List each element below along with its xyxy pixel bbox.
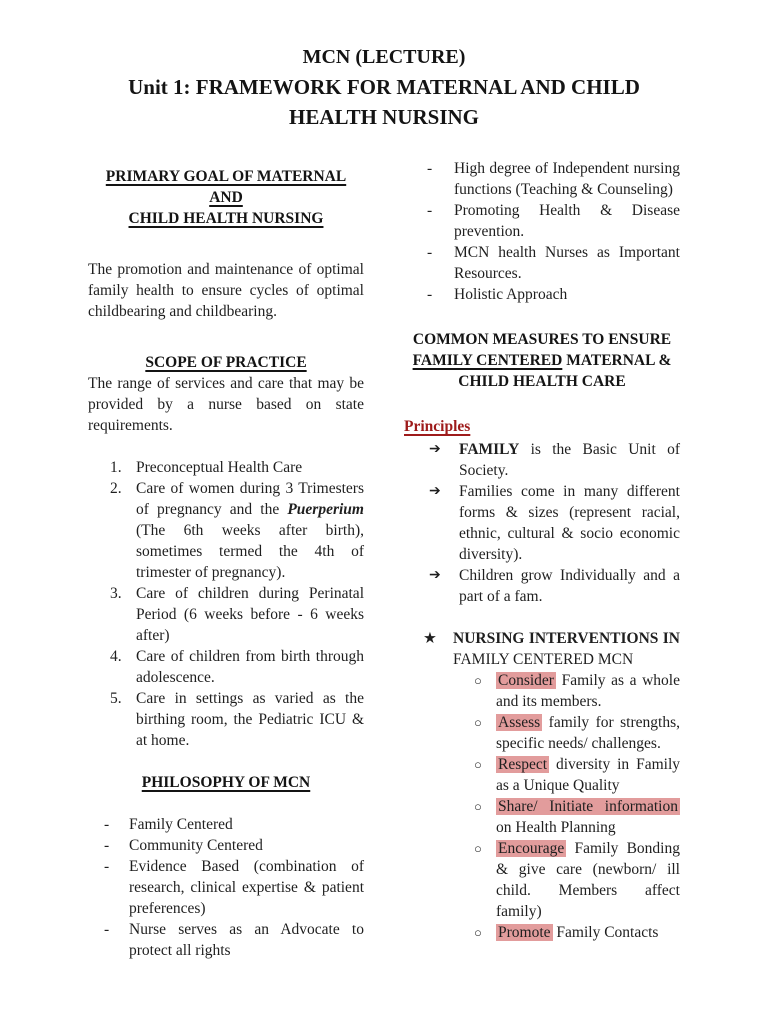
list-item: 3. Care of children during Perinatal Period (6 weeks before - 6 weeks after) — [110, 585, 364, 644]
dash-icon: - — [427, 286, 433, 303]
list-item: ➔ Families come in many different forms & sizes (represent racial, ethnic, cultural & socio economic diversity). — [429, 483, 680, 563]
circle-icon: ○ — [474, 673, 482, 688]
list-item: ○ Share/ Initiate information on Health Planning — [474, 798, 678, 836]
circle-icon: ○ — [474, 925, 482, 940]
dash-icon: - — [104, 921, 110, 938]
dash-icon: - — [427, 244, 433, 261]
highlighted-keyword: Respect — [498, 756, 548, 773]
list-item: ○ Assess family for strengths, specific needs/ challenges. — [474, 714, 680, 752]
common-measures-heading: COMMON MEASURES TO ENSURE FAMILY CENTERED MATERNAL & CHILD HEALTH CARE — [412, 331, 672, 390]
primary-goal-paragraph: The promotion and maintenance of optimal family health to ensure cycles of optimal childbearing and childbearing. — [88, 261, 364, 320]
document-title — [88, 42, 680, 132]
list-item: - MCN health Nurses as Important Resources. — [427, 244, 680, 282]
highlighted-keyword: Assess — [498, 714, 541, 731]
principles-arrow-list — [404, 439, 680, 607]
dash-icon: - — [427, 160, 433, 177]
primary-goal-heading — [88, 166, 364, 229]
list-item: - High degree of Independent nursing functions (Teaching & Counseling) — [427, 160, 680, 198]
dash-icon: - — [104, 837, 110, 854]
list-item: 1. Preconceptual Health Care — [110, 459, 303, 476]
arrow-icon: ➔ — [429, 568, 441, 583]
list-item: - Community Centered — [104, 837, 263, 854]
circle-icon: ○ — [474, 757, 482, 772]
nursing-interventions-item: ★ NURSING INTERVENTIONS IN FAMILY CENTERED MCN — [423, 630, 680, 668]
list-item: - Nurse serves as an Advocate to protect all rights — [104, 921, 364, 959]
star-icon: ★ — [423, 630, 437, 647]
highlighted-keyword: Promote — [498, 924, 551, 941]
two-column-layout — [88, 158, 680, 961]
list-number: 4. — [110, 648, 122, 665]
list-number: 3. — [110, 585, 122, 602]
philosophy-dash-list — [88, 814, 364, 961]
principles-heading: Principles — [404, 418, 471, 435]
title-line-2: Unit 1: FRAMEWORK FOR MATERNAL AND CHILD HEALTH NURSING — [128, 75, 640, 129]
left-column — [88, 158, 364, 961]
primary-goal-heading-line1: PRIMARY GOAL OF MATERNAL AND — [105, 168, 347, 206]
list-item: 2. Care of women during 3 Trimesters of pregnancy and the Puerperium (The 6th weeks after birth), sometimes termed the 4th of trimester of pregnancy). — [110, 480, 364, 581]
scope-numbered-list — [88, 457, 364, 751]
highlighted-keyword: Share/ Initiate information — [498, 798, 678, 815]
list-item: ○ Consider Family as a whole and its members. — [474, 672, 680, 710]
philosophy-heading: PHILOSOPHY OF MCN — [141, 774, 311, 791]
arrow-icon: ➔ — [429, 484, 441, 499]
list-item: ➔ Children grow Individually and a part of a fam. — [429, 567, 680, 605]
right-column — [404, 158, 680, 961]
list-item: ○ Promote Family Contacts — [474, 924, 659, 941]
dash-icon: - — [104, 858, 110, 875]
interventions-circle-list — [404, 670, 680, 943]
list-item: - Evidence Based (combination of research, clinical expertise & patient preferences) — [104, 858, 364, 917]
primary-goal-heading-line2: CHILD HEALTH NURSING — [128, 210, 324, 227]
list-item: 5. Care in settings as varied as the birthing room, the Pediatric ICU & at home. — [110, 690, 364, 749]
list-number: 1. — [110, 459, 122, 476]
list-item: 4. Care of children from birth through adolescence. — [110, 648, 364, 686]
list-item: - Holistic Approach — [427, 286, 568, 303]
list-item: - Promoting Health & Disease prevention. — [427, 202, 680, 240]
list-item: ○ Encourage Family Bonding & give care (newborn/ ill child. Members affect family) — [474, 840, 680, 920]
dash-icon: - — [104, 816, 110, 833]
list-item: ➔ FAMILY is the Basic Unit of Society. — [429, 441, 680, 479]
emphasized-term: Puerperium — [287, 501, 364, 518]
arrow-icon: ➔ — [429, 442, 441, 457]
scope-intro: The range of services and care that may be provided by a nurse based on state requirements. — [88, 375, 364, 434]
highlighted-keyword: Consider — [498, 672, 554, 689]
circle-icon: ○ — [474, 841, 482, 856]
philosophy-continued-list — [404, 158, 680, 305]
list-number: 2. — [110, 480, 122, 497]
scope-heading: SCOPE OF PRACTICE — [145, 354, 307, 371]
highlighted-keyword: Encourage — [498, 840, 565, 857]
circle-icon: ○ — [474, 715, 482, 730]
list-number: 5. — [110, 690, 122, 707]
list-item: - Family Centered — [104, 816, 233, 833]
circle-icon: ○ — [474, 799, 482, 814]
underlined-heading-part: FAMILY CENTERED — [412, 352, 563, 369]
dash-icon: - — [427, 202, 433, 219]
list-item: ○ Respect diversity in Family as a Unique Quality — [474, 756, 680, 794]
title-line-1: MCN (LECTURE) — [302, 46, 466, 68]
